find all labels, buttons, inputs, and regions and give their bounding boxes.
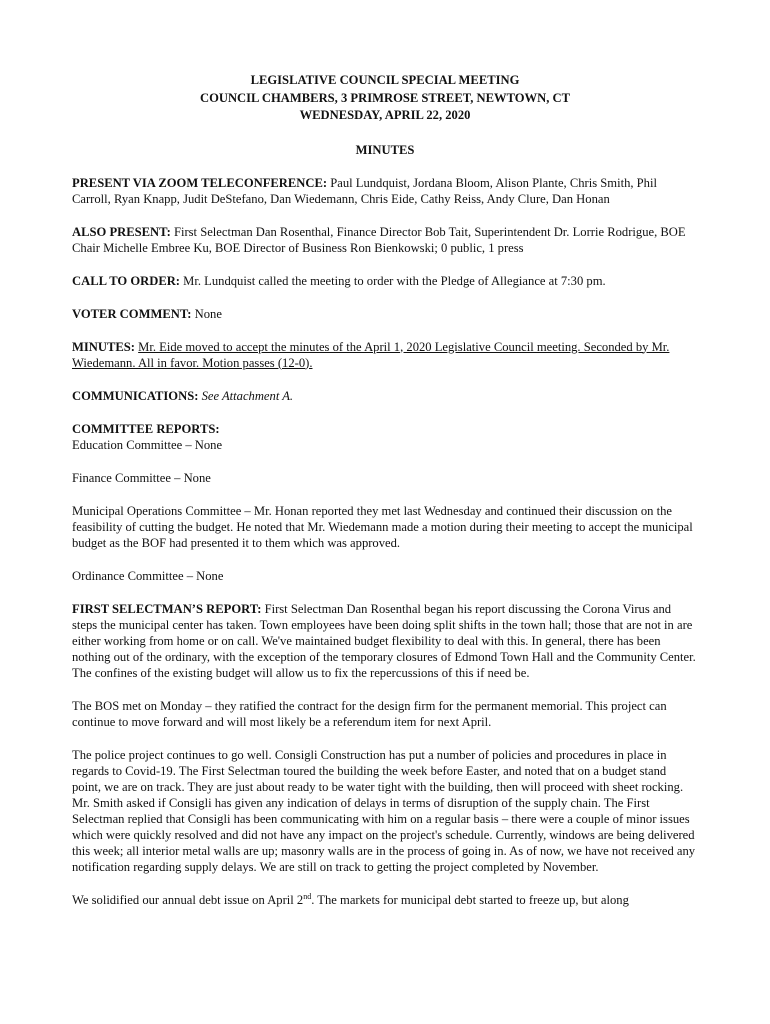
voter-comment-section [72, 306, 698, 322]
header-line-3: WEDNESDAY, APRIL 22, 2020 [299, 108, 471, 122]
first-selectman-label: FIRST SELECTMAN’S REPORT: [72, 601, 262, 616]
meeting-header [72, 72, 698, 125]
voter-comment-text: None [191, 306, 222, 321]
present-section [72, 175, 698, 207]
finance-committee-text: Finance Committee – None [72, 470, 211, 485]
minutes-section [72, 339, 698, 371]
call-to-order-text: Mr. Lundquist called the meeting to order with the Pledge of Allegiance at 7:30 pm. [180, 273, 606, 288]
also-present-section [72, 224, 698, 256]
also-present-label: ALSO PRESENT: [72, 224, 171, 239]
minutes-motion-text: Mr. Eide moved to accept the minutes of the April 1, 2020 Legislative Council meeting. Seconded by Mr. Wiedemann. All in favor. Motion passes (12-0). [72, 339, 670, 370]
call-to-order-label: CALL TO ORDER: [72, 273, 181, 288]
header-line-1: LEGISLATIVE COUNCIL SPECIAL MEETING [250, 73, 520, 87]
header-line-2: COUNCIL CHAMBERS, 3 PRIMROSE STREET, NEWTOWN, CT [199, 90, 571, 105]
committee-reports-label: COMMITTEE REPORTS: [72, 421, 220, 436]
first-selectman-section [72, 601, 698, 681]
minutes-title: MINUTES [355, 142, 415, 157]
communications-text: See Attachment A. [201, 388, 294, 403]
debt-issue-text-b: . The markets for municipal debt started to freeze up, but along [311, 892, 629, 907]
present-text: Paul Lundquist, Jordana Bloom, Alison Plante, Chris Smith, Phil Carroll, Ryan Knapp, Judit DeStefano, Dan Wiedemann, Chris Eide, Cathy Reiss, Andy Clure, Dan Honan [72, 175, 657, 206]
first-selectman-p4 [72, 892, 698, 908]
present-label: PRESENT VIA ZOOM TELECONFERENCE: [72, 175, 328, 190]
minutes-label: MINUTES: [72, 339, 135, 354]
first-selectman-p3: The police project continues to go well. Consigli Construction has put a number of policies and procedures in place in regards to Covid-19. The First Selectman toured the building the week before Easter, and noted that on a budget stand point, we are on track. They are just about ready to be water tight with the building, then will proceed with sheet rocking. Mr. Smith asked if Consigli has given any indication of delays in terms of disruption of the supply chain. The First Selectman replied that Consigli has been communicating with him on a regular basis – there were a couple of minor issues which were quickly resolved and did not have any impact on the project's schedule. Currently, windows are being delivered this week; all interior metal walls are up; masonry walls are in the process of going in. As of now, we have not received any notification regarding supply delays. We are still on track to getting the project completed by November. [72, 747, 696, 874]
debt-issue-ordinal: nd [303, 891, 312, 901]
education-committee-text: Education Committee – None [72, 437, 223, 452]
communications-section [72, 388, 698, 404]
committee-reports-section [72, 421, 698, 453]
communications-label: COMMUNICATIONS: [72, 388, 199, 403]
voter-comment-label: VOTER COMMENT: [72, 306, 192, 321]
also-present-text: First Selectman Dan Rosenthal, Finance Director Bob Tait, Superintendent Dr. Lorrie Rodrigue, BOE Chair Michelle Embree Ku, BOE Director of Business Ron Bienkowski; 0 public, 1 press [72, 224, 686, 255]
debt-issue-text-a: We solidified our annual debt issue on April 2 [72, 892, 304, 907]
ordinance-committee-text: Ordinance Committee – None [72, 568, 224, 583]
first-selectman-p2: The BOS met on Monday – they ratified the contract for the design firm for the permanent memorial. This project can continue to move forward and will most likely be a referendum item for next April. [72, 698, 667, 729]
call-to-order-section [72, 273, 698, 289]
first-selectman-p1: First Selectman Dan Rosenthal began his report discussing the Corona Virus and steps the municipal center has taken. Town employees have been doing split shifts in the town hall; those that are not in are either working from home or on call. We've maintained budget flexibility to deal with this. In general, there has been nothing out of the ordinary, with the exception of the temporary closures of Edmond Town Hall and the Community Center. The confines of the existing budget will allow us to fix the repercussions of this if need be. [72, 601, 696, 680]
municipal-operations-text: Municipal Operations Committee – Mr. Honan reported they met last Wednesday and continued their discussion on the feasibility of cutting the budget. He noted that Mr. Wiedemann made a motion during their meeting to accept the municipal budget as the BOF had presented it to them which was approved. [72, 503, 693, 550]
